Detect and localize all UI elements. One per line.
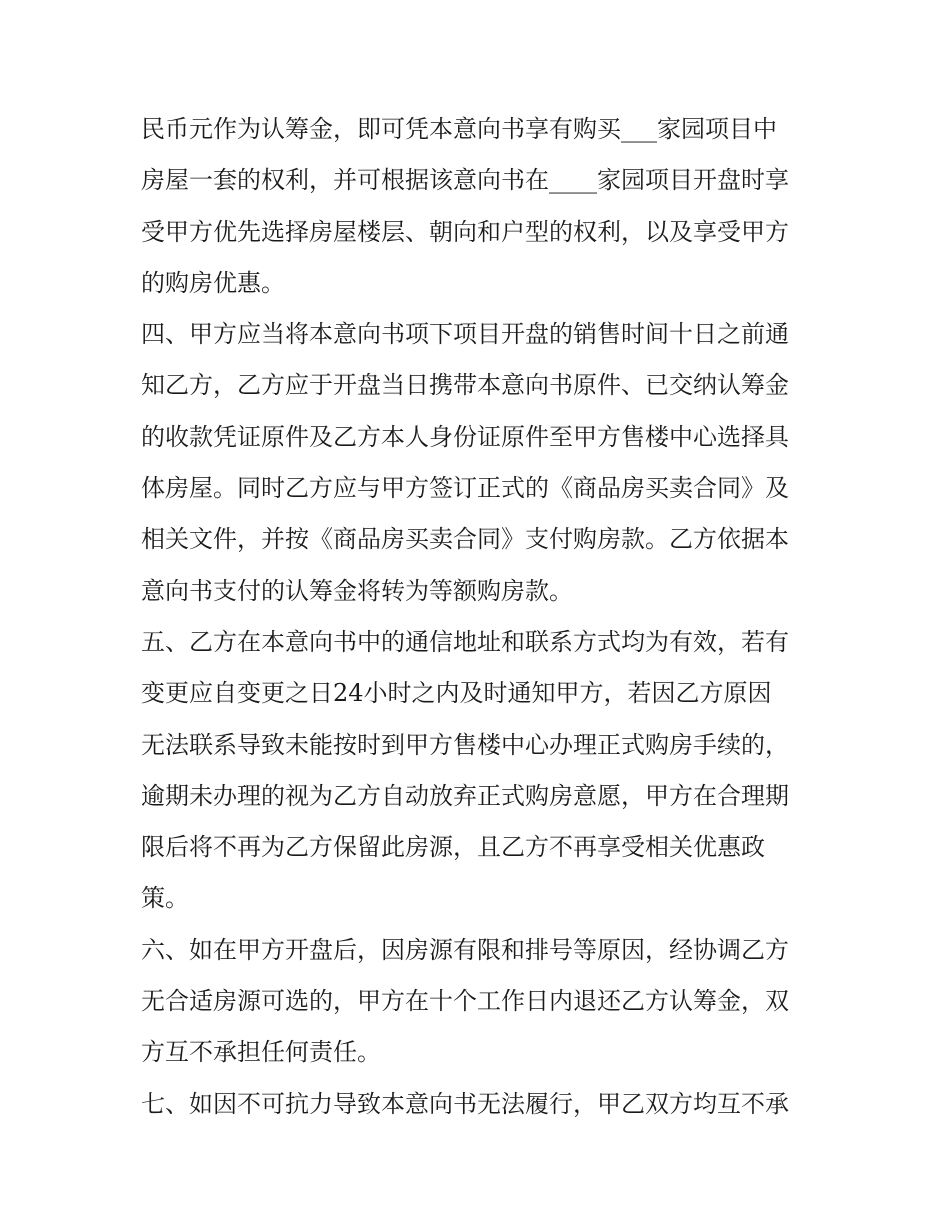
- text-line: 策。: [141, 884, 189, 913]
- text-line: 房屋一套的权利，并可根据该意向书在____家园项目开盘时享: [141, 166, 789, 195]
- text-line: 的收款凭证原件及乙方本人身份证原件至甲方售楼中心选择具: [141, 422, 789, 451]
- text-line: 变更应自变更之日24小时之内及时通知甲方，若因乙方原因: [141, 679, 772, 708]
- text-line: 无合适房源可选的，甲方在十个工作日内退还乙方认筹金，双: [141, 987, 789, 1016]
- text-line: 民币元作为认筹金，即可凭本意向书享有购买___家园项目中: [141, 115, 777, 143]
- text-line: 六、如在甲方开盘后，因房源有限和排号等原因，经协调乙方: [141, 935, 789, 964]
- text-line: 体房屋。同时乙方应与甲方签订正式的《商品房买卖合同》及: [141, 474, 789, 503]
- text-line: 逾期未办理的视为乙方自动放弃正式购房意愿，甲方在合理期: [141, 781, 789, 810]
- text-line: 意向书支付的认筹金将转为等额购房款。: [141, 576, 573, 605]
- text-line: 的购房优惠。: [141, 268, 285, 297]
- document-body: [141, 104, 821, 1130]
- text-line: 受甲方优先选择房屋楼层、朝向和户型的权利，以及享受甲方: [141, 217, 789, 246]
- text-line: 七、如因不可抗力导致本意向书无法履行，甲乙双方均互不承: [141, 1089, 789, 1118]
- text-line: 无法联系导致未能按时到甲方售楼中心办理正式购房手续的，: [141, 730, 789, 759]
- text-line: 限后将不再为乙方保留此房源，且乙方不再享受相关优惠政: [141, 833, 765, 862]
- text-line: 五、乙方在本意向书中的通信地址和联系方式均为有效，若有: [141, 627, 789, 656]
- text-line: 知乙方，乙方应于开盘当日携带本意向书原件、已交纳认筹金: [141, 371, 789, 400]
- text-line: 方互不承担任何责任。: [141, 1038, 381, 1067]
- text-line: 相关文件，并按《商品房买卖合同》支付购房款。乙方依据本: [141, 525, 789, 554]
- text-line: 四、甲方应当将本意向书项下项目开盘的销售时间十日之前通: [141, 320, 789, 349]
